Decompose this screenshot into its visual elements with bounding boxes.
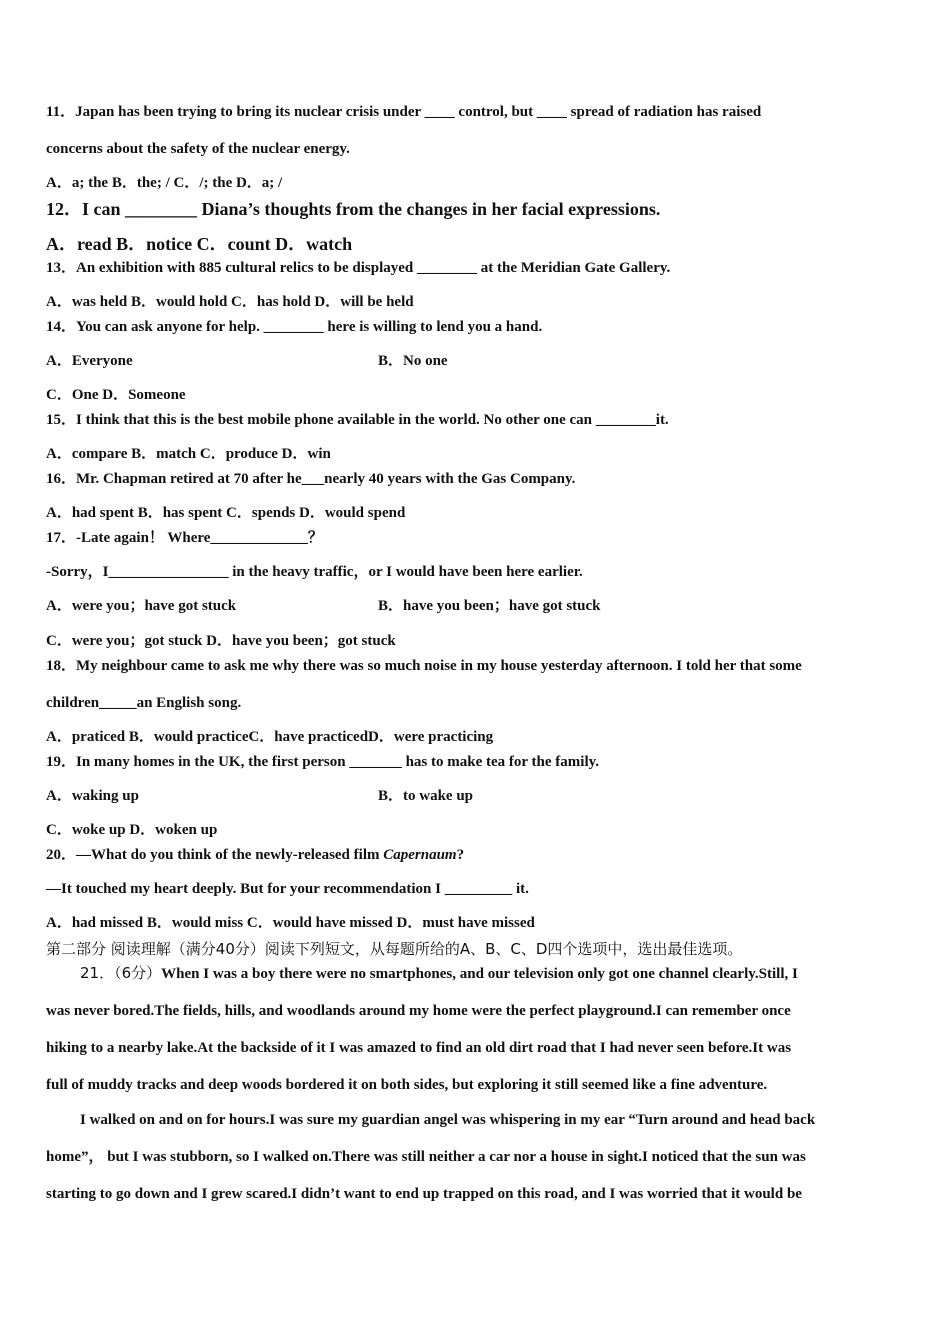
passage-p1-line3: hiking to a nearby lake.At the backside of it I was amazed to find an old dirt road that I had never seen before.It was <box>46 1040 792 1056</box>
q19-option-a: A．waking up <box>46 788 139 804</box>
q17-option-a: A．were you；have got stuck <box>46 598 237 614</box>
q16-stem: 16．Mr. Chapman retired at 70 after he___nearly 40 years with the Gas Company. <box>46 471 576 487</box>
q20-stem-post: ? <box>456 847 465 863</box>
q12-options: A．read B．notice C．count D．watch <box>46 234 353 254</box>
q20-options: A．had missed B．would miss C．would have missed D．must have missed <box>46 915 535 931</box>
q19-options-cd: C．woke up D．woken up <box>46 822 218 838</box>
q17-stem-cont: -Sorry，I________________ in the heavy traffic，or I would have been here earlier. <box>46 564 583 580</box>
q18-options: A．praticed B．would practiceC．have practicedD．were practicing <box>46 729 494 745</box>
passage-p1-line2: was never bored.The fields, hills, and woodlands around my home were the perfect playground.I can remember once <box>46 1003 791 1019</box>
section2-heading: 第二部分 阅读理解（满分40分）阅读下列短文，从每题所给的A、B、C、D四个选项中，选出最佳选项。 <box>46 940 743 958</box>
q17-stem: 17．-Late again！ Where_____________？ <box>46 530 323 546</box>
q20-stem <box>46 845 464 865</box>
passage-p2-line1: I walked on and on for hours.I was sure my guardian angel was whispering in my ear “Turn around and head back <box>80 1112 816 1128</box>
q13-options: A．was held B．would hold C．has hold D．will be held <box>46 294 414 310</box>
q11-options: A．a; the B．the; / C．/; the D．a; / <box>46 175 283 191</box>
passage-p1-line1 <box>80 963 798 984</box>
q11-stem-cont: concerns about the safety of the nuclear energy. <box>46 141 350 157</box>
q18-stem-cont: children_____an English song. <box>46 695 242 711</box>
q16-options: A．had spent B．has spent C．spends D．would spend <box>46 505 406 521</box>
q14-option-a: A．Everyone <box>46 353 133 369</box>
q19-stem: 19．In many homes in the UK, the first person _______ has to make tea for the family. <box>46 754 600 770</box>
q14-option-b: B．No one <box>378 353 448 369</box>
q20-stem-pre: 20．—What do you think of the newly-released film <box>46 847 384 863</box>
q14-options-cd: C．One D．Someone <box>46 387 186 403</box>
passage-p2-line3: starting to go down and I grew scared.I didn’t want to end up trapped on this road, and I was worried that it would be <box>46 1186 802 1202</box>
q19-option-b: B．to wake up <box>378 788 474 804</box>
q15-options: A．compare B．match C．produce D．win <box>46 446 331 462</box>
q20-film-title: Capernaum <box>383 847 457 863</box>
q11-stem: 11．Japan has been trying to bring its nuclear crisis under ____ control, but ____ spread of radiation has raised <box>46 104 762 120</box>
q21-number: 21．（6分） <box>80 964 162 982</box>
q15-stem: 15．I think that this is the best mobile phone available in the world. No other one can ________it. <box>46 412 669 428</box>
q14-stem: 14．You can ask anyone for help. ________ here is willing to lend you a hand. <box>46 319 543 335</box>
passage-p1-line4: full of muddy tracks and deep woods bordered it on both sides, but exploring it still seemed like a fine adventure. <box>46 1077 768 1093</box>
passage-p1-line1-text: When I was a boy there were no smartphones, and our television only got one channel clearly.Still, I <box>161 966 798 982</box>
q18-stem: 18．My neighbour came to ask me why there was so much noise in my house yesterday afternoon. I told her that some <box>46 658 802 674</box>
q17-options-cd: C．were you；got stuck D．have you been；got stuck <box>46 633 396 649</box>
q13-stem: 13．An exhibition with 885 cultural relics to be displayed ________ at the Meridian Gate Gallery. <box>46 260 671 276</box>
q17-option-b: B．have you been；have got stuck <box>378 598 601 614</box>
q12-stem: 12．I can ________ Diana’s thoughts from the changes in her facial expressions. <box>46 199 661 219</box>
q20-stem-cont: —It touched my heart deeply. But for your recommendation I _________ it. <box>46 881 529 897</box>
passage-p2-line2: home”， but I was stubborn, so I walked on.There was still neither a car nor a house in sight.I noticed that the sun was <box>46 1149 806 1165</box>
